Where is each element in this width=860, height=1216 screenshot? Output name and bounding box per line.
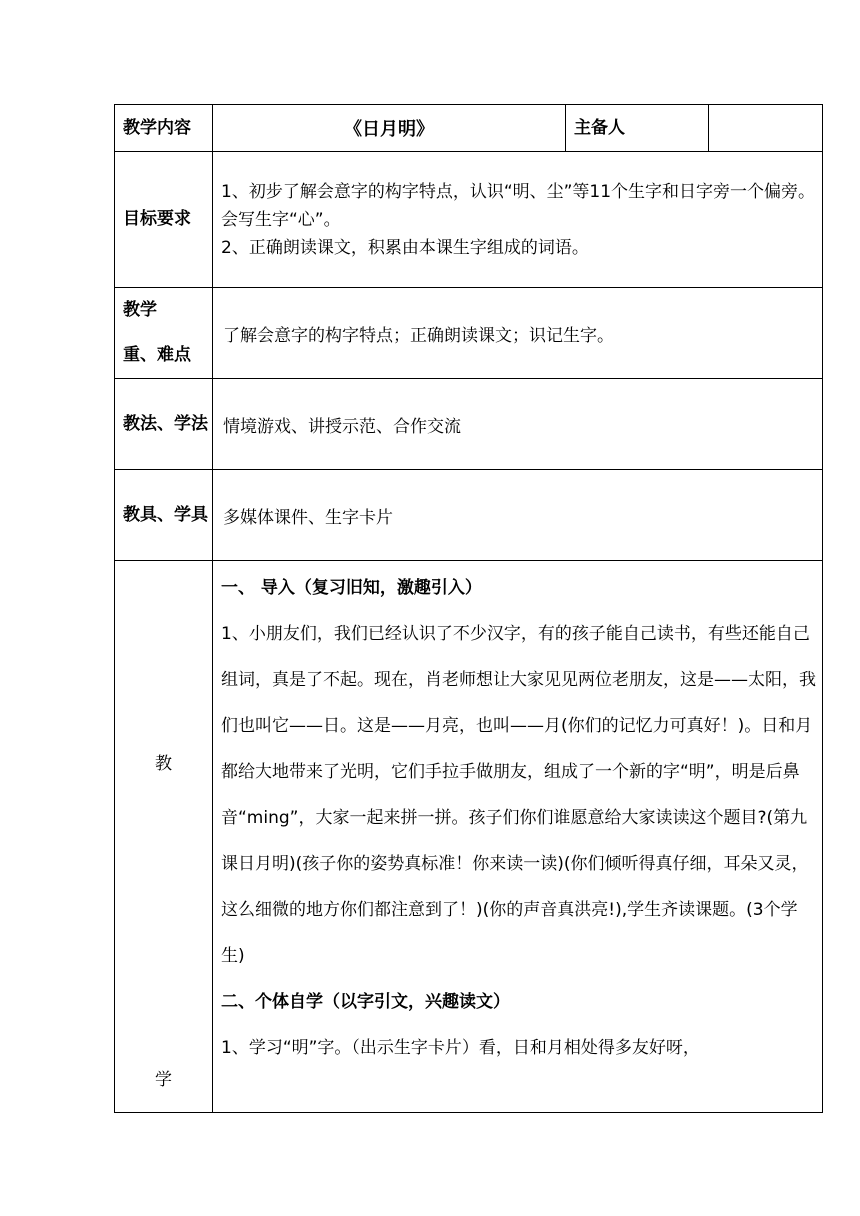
- tools-row: [115, 470, 823, 561]
- goals-cell: [213, 152, 823, 288]
- key-points-row: [115, 288, 823, 379]
- goals-label: 目标要求: [115, 152, 213, 288]
- methods-value: 情境游戏、讲授示范、合作交流: [213, 379, 823, 470]
- methods-row: [115, 379, 823, 470]
- lesson-title: 《日月明》: [213, 105, 566, 152]
- lesson-plan-table: [114, 104, 823, 1113]
- key-points-label: [115, 288, 213, 379]
- goals-item-2: 2、正确朗读课文，积累由本课生字组成的词语。: [221, 237, 589, 258]
- key-points-label-line2: 重、难点: [123, 345, 191, 365]
- process-label-char-1: 教: [155, 754, 172, 774]
- process-label: [115, 561, 213, 1113]
- tools-value: 多媒体课件、生字卡片: [213, 470, 823, 561]
- key-points-label-line1: 教学: [123, 300, 157, 320]
- process-row: [115, 561, 823, 1113]
- process-content: [213, 561, 823, 1113]
- lead-label: 主备人: [566, 105, 709, 152]
- methods-label: 教法、学法: [115, 379, 213, 470]
- process-label-char-2: 学: [155, 1070, 172, 1090]
- key-points-value: 了解会意字的构字特点；正确朗读课文；识记生字。: [213, 288, 823, 379]
- content-label: 教学内容: [115, 105, 213, 152]
- header-row: [115, 105, 823, 152]
- section-2-text: 1、学习“明”字。（出示生字卡片）看，日和月相处得多友好呀，: [221, 1038, 700, 1058]
- goals-row: [115, 152, 823, 288]
- section-2-heading: 二、个体自学（以字引文，兴趣读文）: [221, 992, 510, 1012]
- section-1-text: 1、小朋友们，我们已经认识了不少汉字，有的孩子能自己读书，有些还能自己组词，真是了不起。现在，肖老师想让大家见见两位老朋友，这是——太阳，我们也叫它——日。这是——月亮，也叫——月(你们的记忆力可真好！)。日和月都给大地带来了光明，它们手拉手做朋友，组成了一个新的字“明”，明是后鼻音“ming”，大家一起来拼一拼。孩子们你们谁愿意给大家读读这个题目?(第九课日月明)(孩子你的姿势真标准！你来读一读)(你们倾听得真仔细，耳朵又灵，这么细微的地方你们都注意到了！)(你的声音真洪亮!),学生齐读课题。(3个学生): [221, 624, 816, 966]
- tools-label: 教具、学具: [115, 470, 213, 561]
- lead-value: [709, 105, 823, 152]
- section-1-heading: 一、 导入（复习旧知，激趣引入）: [221, 578, 482, 598]
- goals-item-1: 1、初步了解会意字的构字特点，认识“明、尘”等11个生字和日字旁一个偏旁。会写生字“心”。: [221, 181, 816, 230]
